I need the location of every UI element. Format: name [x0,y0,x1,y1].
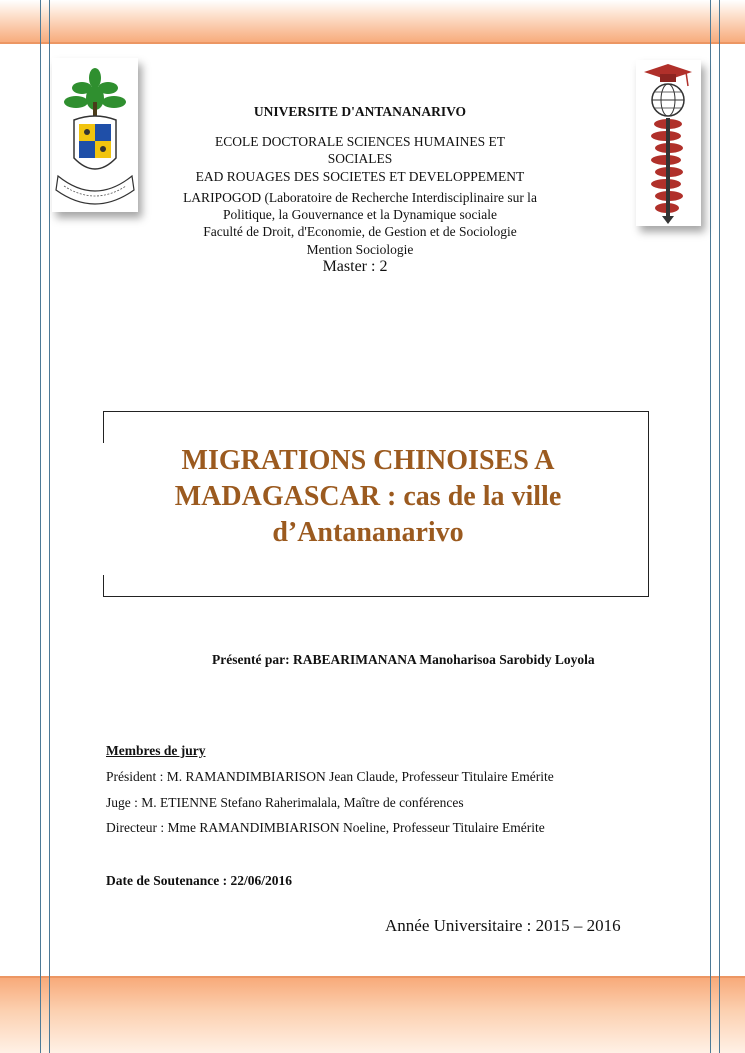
defense-date: Date de Soutenance : 22/06/2016 [106,873,292,888]
jury-member-juge: Juge : M. ETIENNE Stefano Raherimalala, Maître de conférences [106,795,464,810]
frame-line-left-outer [40,0,41,1053]
university-logo [52,58,138,212]
university-crest-icon [52,58,138,212]
mention-name: Mention Sociologie [306,242,414,257]
jury-member-president: Président : M. RAMANDIMBIARISON Jean Claude, Professeur Titulaire Emérite [106,769,554,784]
ecole-doctorale-line2: SOCIALES [327,151,393,166]
frame-line-right-outer [719,0,720,1053]
university-name: UNIVERSITE D'ANTANANARIVO [253,104,467,119]
jury-member-directeur: Directeur : Mme RAMANDIMBIARISON Noeline, Professeur Titulaire Emérite [106,820,545,835]
ead-name: EAD ROUAGES DES SOCIETES ET DEVELOPPEMENT [195,169,525,184]
ecole-doctorale-line1: ECOLE DOCTORALE SCIENCES HUMAINES ET [215,134,505,149]
title-line-3: d’Antananarivo [272,517,464,548]
laboratory-logo [636,60,701,226]
title-frame-left-bottom [103,575,104,597]
title-line-1: MIGRATIONS CHINOISES A [181,445,555,476]
bottom-band-edge [0,976,745,978]
frame-line-left-inner [49,0,50,1053]
laboratoire-line1: LARIPOGOD (Laboratoire de Recherche Interdisciplinaire sur la [183,190,537,205]
presenter-line: Présenté par: RABEARIMANANA Manoharisoa Sarobidy Loyola [212,652,595,667]
title-frame-left-top [103,411,104,443]
thesis-title [140,443,596,551]
jury-heading: Membres de jury [106,743,206,758]
title-line-2: MADAGASCAR : cas de la ville [174,481,562,512]
top-band-edge [0,42,745,44]
laboratory-emblem-icon [636,60,701,226]
faculte-name: Faculté de Droit, d'Economie, de Gestion et de Sociologie [203,224,517,239]
frame-line-right-inner [710,0,711,1053]
bottom-decorative-band [0,976,745,1053]
laboratoire-line2: Politique, la Gouvernance et la Dynamique sociale [222,207,498,222]
academic-year: Année Universitaire : 2015 – 2016 [385,916,621,935]
top-decorative-band [0,0,745,44]
master-level: Master : 2 [322,258,388,275]
